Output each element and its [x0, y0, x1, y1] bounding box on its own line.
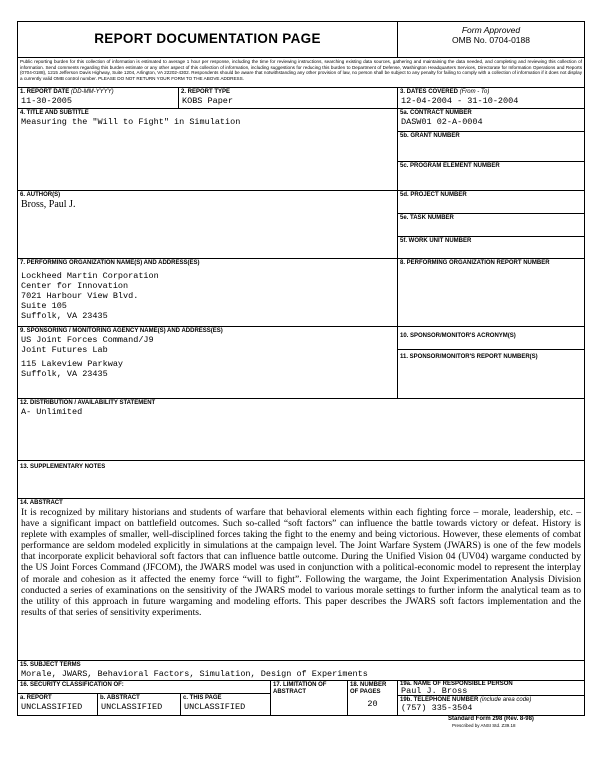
- task-label: 5e. TASK NUMBER: [400, 215, 454, 221]
- title-cell: [18, 109, 398, 190]
- project-cell: [398, 191, 584, 214]
- subject-row: [18, 661, 584, 681]
- sponsor-acronym-label: 10. SPONSOR/MONITOR'S ACRONYM(S): [400, 333, 516, 339]
- report-class-value: UNCLASSIFIED: [21, 702, 83, 712]
- responsible-person-cell: [398, 681, 584, 696]
- task-cell: [398, 214, 584, 237]
- limitation-label: 17. LIMITATION OF ABSTRACT: [273, 682, 327, 695]
- telephone-format: (include area code): [480, 697, 532, 703]
- report-class-label: a. REPORT: [20, 695, 52, 701]
- contract-cell: [398, 109, 584, 132]
- header-title-cell: [18, 22, 398, 57]
- burden-notice-row: [18, 58, 584, 88]
- supplementary-label: 13. SUPPLEMENTARY NOTES: [20, 464, 106, 470]
- num-pages-value: 20: [367, 699, 378, 709]
- sponsoring-line: 115 Lakeview Parkway: [21, 359, 124, 369]
- performing-report-label: 8. PERFORMING ORGANIZATION REPORT NUMBER: [400, 260, 550, 266]
- abstract-class-value: UNCLASSIFIED: [101, 702, 163, 712]
- dates-covered-cell: [398, 88, 584, 108]
- abstract-class-label: b. ABSTRACT: [100, 695, 140, 701]
- subject-cell: [18, 661, 584, 680]
- report-documentation-form: [17, 21, 585, 716]
- project-column: [398, 191, 584, 258]
- responsible-person-label: 19a. NAME OF RESPONSIBLE PERSON: [400, 681, 513, 687]
- distribution-value: A- Unlimited: [21, 407, 83, 417]
- abstract-row: [18, 499, 584, 661]
- classification-subcells: [18, 693, 270, 715]
- distribution-row: [18, 399, 584, 461]
- form-approved-text: Form Approved: [461, 25, 521, 35]
- limitation-cell: [271, 681, 348, 715]
- responsible-column: [398, 681, 584, 715]
- monitor-report-cell: [398, 350, 584, 398]
- abstract-class-cell: [98, 694, 181, 715]
- num-pages-label: 18. NUMBER OF PAGES: [350, 682, 387, 695]
- sponsoring-cell: [18, 327, 398, 398]
- grant-cell: [398, 132, 584, 162]
- contract-label: 5a. CONTRACT NUMBER: [400, 110, 472, 116]
- subject-value: Morale, JWARS, Behavioral Factors, Simulation, Design of Experiments: [21, 669, 368, 679]
- report-type-cell: [179, 88, 398, 108]
- distribution-cell: [18, 399, 584, 460]
- sponsoring-label: 9. SPONSORING / MONITORING AGENCY NAME(S) AND ADDRESS(ES): [20, 328, 223, 334]
- telephone-cell: [398, 696, 584, 715]
- classification-row: [18, 681, 584, 715]
- authors-row: [18, 191, 584, 259]
- work-unit-cell: [398, 237, 584, 258]
- title-label: 4. TITLE AND SUBTITLE: [20, 110, 89, 116]
- performing-org-line: Lockheed Martin Corporation: [21, 271, 159, 281]
- performing-org-line: Suite 105: [21, 301, 67, 311]
- standard-form-number: Standard Form 298 (Rev. 8-98): [448, 716, 534, 722]
- security-classification-label: 16. SECURITY CLASSIFICATION OF:: [20, 682, 124, 688]
- grant-label: 5b. GRANT NUMBER: [400, 133, 460, 139]
- supplementary-cell: [18, 461, 584, 498]
- dates-row: [18, 88, 584, 109]
- subject-label: 15. SUBJECT TERMS: [20, 662, 81, 668]
- prescribed-by: Prescribed by ANSI Std. Z39.18: [452, 723, 516, 728]
- sponsor-acronym-cell: [398, 327, 584, 350]
- sponsor-acronym-column: [398, 327, 584, 398]
- dates-covered-format: (From - To): [459, 89, 490, 95]
- distribution-label: 12. DISTRIBUTION / AVAILABILITY STATEMENT: [20, 400, 156, 406]
- dates-covered-value: 12-04-2004 - 31-10-2004: [401, 96, 519, 106]
- abstract-cell: [18, 499, 584, 660]
- page-title: REPORT DOCUMENTATION PAGE: [94, 31, 321, 46]
- burden-notice: Public reporting burden for this collection of information is estimated to average 1 hour per response, including the time for reviewing instructions, searching existing data sources, gathering and maintaining the data needed, and completing and reviewing this collection of information. Send comments regarding this burden estimate or any other aspect of this collection of information, including suggestions for reducing this burden to Department of Defense, Washington Headquarters Services, Directorate for Information Operations and Reports (0704-0188), 1215 Jefferson Davis Highway, Suite 1204, Arlington, VA 22202-4302. Respondents should be aware that notwithstanding any other provision of law, no person shall be subject to any penalty for failing to comply with a collection of information if it does not display a currently valid OMB control number. PLEASE DO NOT RETURN YOUR FORM TO THE ABOVE ADDRESS.: [20, 59, 582, 81]
- program-element-label: 5c. PROGRAM ELEMENT NUMBER: [400, 163, 500, 169]
- telephone-label: 19b. TELEPHONE NUMBER: [400, 697, 479, 703]
- monitor-report-label: 11. SPONSOR/MONITOR'S REPORT NUMBER(S): [400, 354, 538, 360]
- report-type-value: KOBS Paper: [182, 96, 234, 106]
- work-unit-label: 5f. WORK UNIT NUMBER: [400, 238, 472, 244]
- title-row: [18, 109, 584, 191]
- performing-org-label: 7. PERFORMING ORGANIZATION NAME(S) AND ADDRESS(ES): [20, 260, 200, 266]
- header-approval-cell: [398, 22, 584, 57]
- header-row: [18, 22, 584, 58]
- report-date-value: 11-30-2005: [21, 96, 73, 106]
- contract-column: [398, 109, 584, 190]
- report-date-label: 1. REPORT DATE: [20, 89, 70, 95]
- responsible-person-value: Paul J. Bross: [401, 686, 468, 696]
- performing-org-cell: [18, 259, 398, 326]
- report-date-format: (DD-MM-YYYY): [70, 89, 114, 95]
- performing-org-line: Suffolk, VA 23435: [21, 311, 108, 321]
- num-pages-cell: [348, 681, 398, 715]
- performing-org-row: [18, 259, 584, 327]
- authors-cell: [18, 191, 398, 258]
- supplementary-row: [18, 461, 584, 499]
- performing-org-line: Center for Innovation: [21, 281, 129, 291]
- report-date-cell: [18, 88, 179, 108]
- page-class-value: UNCLASSIFIED: [184, 702, 246, 712]
- page-class-cell: [181, 694, 269, 715]
- report-type-label: 2. REPORT TYPE: [181, 89, 231, 95]
- telephone-value: (757) 335-3504: [401, 703, 473, 713]
- authors-label: 6. AUTHOR(S): [20, 192, 61, 198]
- sponsoring-line: Suffolk, VA 23435: [21, 369, 108, 379]
- abstract-label: 14. ABSTRACT: [20, 500, 63, 506]
- security-classification-cell: [18, 681, 271, 715]
- dates-covered-label: 3. DATES COVERED: [400, 89, 458, 95]
- sponsoring-line: Joint Futures Lab: [21, 345, 108, 355]
- report-class-cell: [18, 694, 98, 715]
- omb-number: OMB No. 0704-0188: [452, 35, 530, 45]
- sponsoring-line: US Joint Forces Command/J9: [21, 335, 154, 345]
- sponsoring-row: [18, 327, 584, 399]
- title-value: Measuring the "Will to Fight" in Simulation: [21, 117, 241, 127]
- project-label: 5d. PROJECT NUMBER: [400, 192, 467, 198]
- program-element-cell: [398, 162, 584, 190]
- abstract-text: It is recognized by military historians and students of warfare that behavioral elements within each fighting force – morale, leadership, etc. – have a significant impact on battlefield outcomes. Such so-called “soft factors” can influence the battle towards victory or defeat. History is replete with examples of smaller, well-disciplined forces taking the fight to the enemy and being victorious. However, these elements of combat performance are seldom modeled explicitly in simulations at the campaign level. The Joint Warfare System (JWARS) is one of the few models that incorporate explicit behavioral soft factors that can influence battle outcome. During the Unified Vision 04 (UV04) wargame conducted by the US Joint Forces Command (JFCOM), the JWARS model was used in conjunction with a political-economic model to represent the interplay of morale and cohesion as it affected the enemy force “will to fight”. Following the wargame, the Joint Experimentation Analysis Division conducted a series of examinations on the sensitivity of the JWARS model to various morale settings to further inform the analytical team as to the utility of this approach in future wargaming and modeling efforts. This paper describes the JWARS soft factors implementation and the results of that series of sensitivity experiments.: [21, 507, 581, 618]
- authors-value: Bross, Paul J.: [21, 199, 76, 210]
- performing-org-line: 7021 Harbour View Blvd.: [21, 291, 139, 301]
- contract-value: DASW01 02-A-0004: [401, 117, 483, 127]
- page-class-label: c. THIS PAGE: [183, 695, 222, 701]
- performing-report-cell: [398, 259, 584, 326]
